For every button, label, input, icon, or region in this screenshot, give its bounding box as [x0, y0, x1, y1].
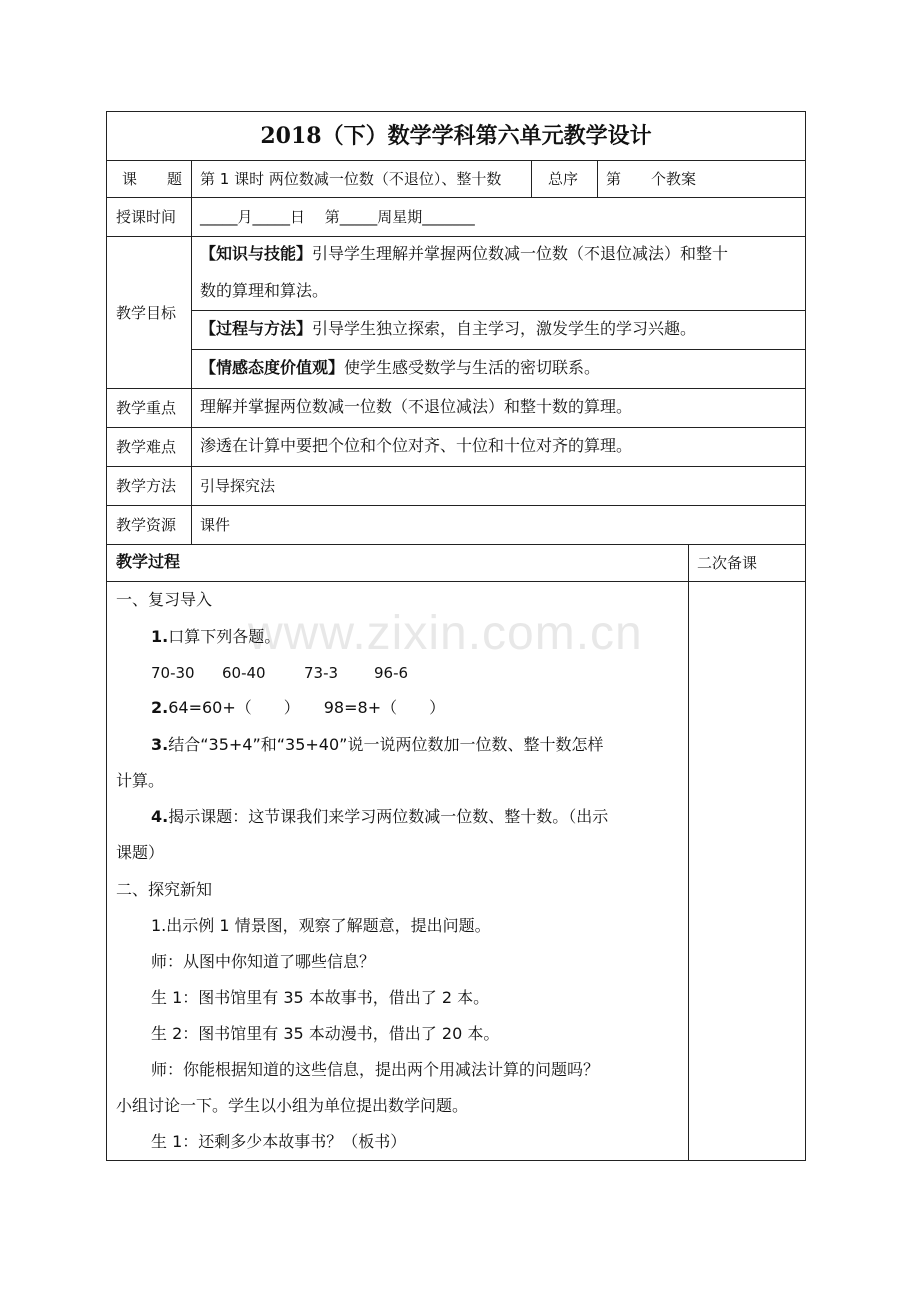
emotion-objective: [200, 358, 600, 378]
process-objective: [200, 319, 696, 339]
key-point-label: 教学重点: [116, 399, 177, 417]
row-divider: [106, 388, 806, 389]
section-review: 一、复习导入: [116, 590, 213, 609]
sequence-value: 第 个教案: [606, 170, 697, 188]
difficulty-value: 渗透在计算中要把个位和个位对齐、十位和十位对齐的算理。: [200, 436, 633, 455]
watermark: www.zixin.com.cn: [248, 607, 643, 660]
row-divider: [191, 349, 806, 350]
process-text: 引导学生独立探索，自主学习，激发学生的学习兴趣。: [312, 319, 697, 338]
column-divider: [531, 160, 532, 197]
explore-paragraph: 师：你能根据知道的这些信息，提出两个用减法计算的问题吗？: [151, 1060, 600, 1079]
objectives-label: 教学目标: [116, 304, 177, 322]
knowledge-text-line2: 数的算理和算法。: [200, 281, 329, 300]
row-divider: [106, 160, 806, 161]
calc-1: 70-30: [151, 664, 195, 682]
explore-paragraph: 生 2：图书馆里有 35 本动漫书，借出了 20 本。: [151, 1024, 500, 1043]
difficulty-label: 教学难点: [116, 438, 177, 456]
method-label: 教学方法: [116, 477, 177, 495]
time-value: _____月_____日 第_____周星期_______: [200, 208, 475, 226]
item-text: 64=60+（ ） 98=8+（ ）: [168, 698, 446, 717]
item-text: 揭示课题：这节课我们来学习两位数减一位数、整十数。（出示: [168, 807, 609, 826]
method-value: 引导探究法: [200, 477, 276, 495]
row-divider: [106, 544, 806, 545]
explore-paragraph: 生 1：还剩多少本故事书？（板书）: [151, 1132, 407, 1151]
row-divider: [191, 310, 806, 311]
explore-paragraph: 生 1：图书馆里有 35 本故事书，借出了 2 本。: [151, 988, 490, 1007]
emotion-text: 使学生感受数学与生活的密切联系。: [344, 358, 601, 377]
review-item-3: [151, 735, 603, 755]
item-text: 口算下列各题。: [168, 627, 281, 646]
secondary-prep-header: 二次备课: [697, 554, 758, 572]
explore-paragraph: 1.出示例 1 情景图，观察了解题意，提出问题。: [151, 916, 491, 935]
review-item-4: [151, 807, 608, 827]
row-divider: [106, 581, 806, 582]
row-divider: [106, 427, 806, 428]
review-item-2: [151, 698, 445, 718]
process-tag: 【过程与方法】: [200, 319, 313, 338]
section-explore: 二、探究新知: [116, 880, 213, 899]
row-divider: [106, 236, 806, 237]
item-number: 4.: [151, 807, 169, 826]
item-number: 3.: [151, 735, 169, 754]
column-divider: [688, 544, 689, 1161]
item-number: 1.: [151, 627, 169, 646]
review-item-1: [151, 627, 280, 647]
time-label: 授课时间: [116, 208, 177, 226]
item-number: 2.: [151, 698, 169, 717]
knowledge-tag: 【知识与技能】: [200, 244, 313, 263]
sequence-label: 总序: [548, 170, 579, 188]
item-text: 结合“35+4”和“35+40”说一说两位数加一位数、整十数怎样: [168, 735, 604, 754]
explore-paragraph: 师：从图中你知道了哪些信息？: [151, 952, 376, 971]
column-divider: [597, 160, 598, 197]
row-divider: [106, 505, 806, 506]
knowledge-objective: [200, 244, 728, 264]
key-point-value: 理解并掌握两位数减一位数（不退位减法）和整十数的算理。: [200, 397, 633, 416]
row-divider: [106, 197, 806, 198]
review-item-3-cont: 计算。: [116, 771, 165, 790]
review-item-4-cont: 课题）: [116, 843, 165, 862]
knowledge-text-line1: 引导学生理解并掌握两位数减一位数（不退位减法）和整十: [312, 244, 729, 263]
document-title: 2018（下）数学学科第六单元教学设计: [260, 123, 652, 149]
column-divider: [191, 160, 192, 544]
calc-4: 96-6: [374, 664, 409, 682]
calc-2: 60-40: [222, 664, 266, 682]
emotion-tag: 【情感态度价值观】: [200, 358, 345, 377]
explore-paragraph-cont: 小组讨论一下。学生以小组为单位提出数学问题。: [116, 1096, 469, 1115]
resource-label: 教学资源: [116, 516, 177, 534]
row-divider: [106, 466, 806, 467]
topic-label: 课 题: [122, 170, 183, 188]
calc-3: 73-3: [304, 664, 339, 682]
resource-value: 课件: [200, 516, 231, 534]
process-header: 教学过程: [116, 552, 181, 571]
topic-value: 第 1 课时 两位数减一位数（不退位）、整十数: [200, 170, 502, 188]
